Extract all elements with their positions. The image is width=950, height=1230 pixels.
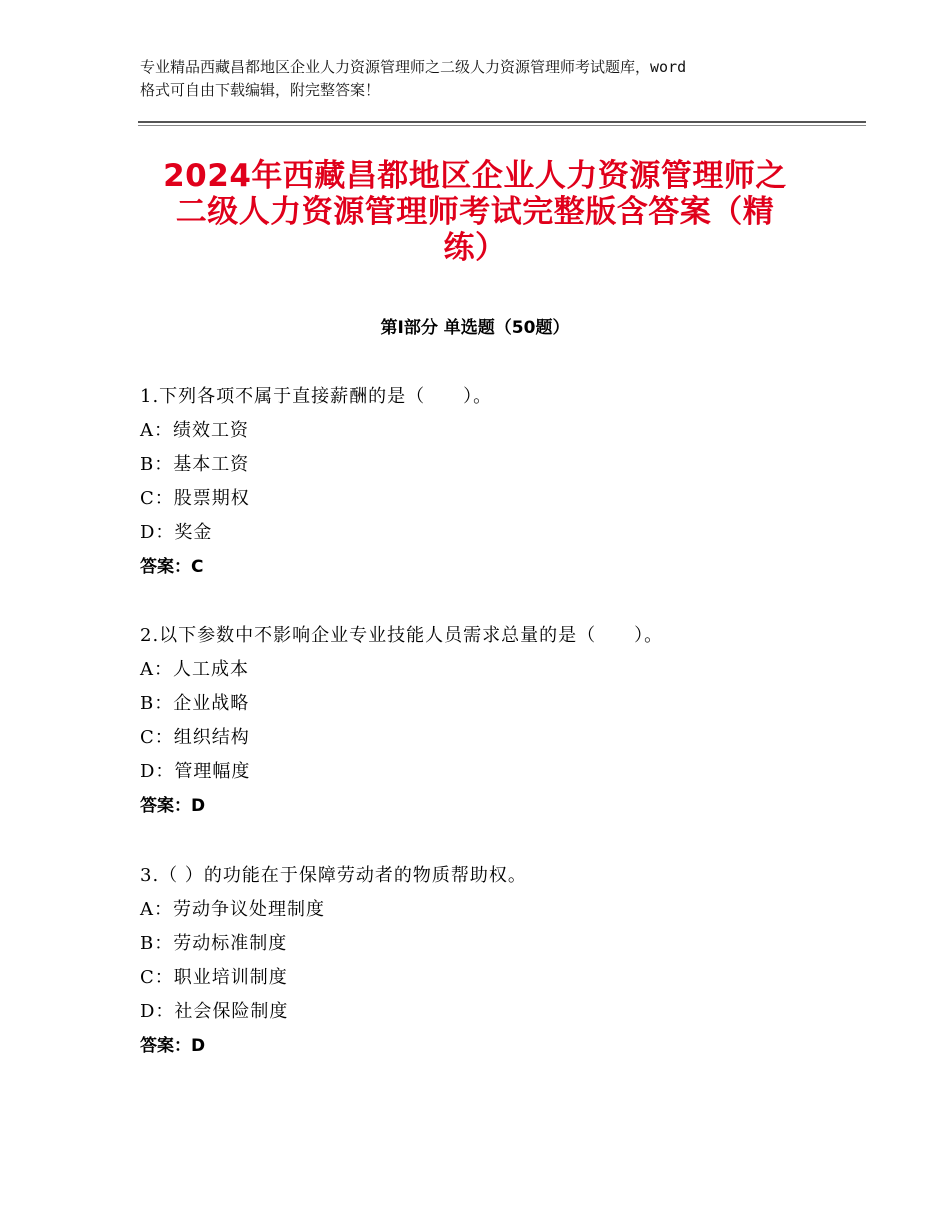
answer-line: 答案：C <box>140 557 204 577</box>
question-stem: 3.（ ）的功能在于保障劳动者的物质帮助权。 <box>140 865 527 886</box>
header-divider-thin <box>138 125 866 126</box>
option-d: D：社会保险制度 <box>140 1001 289 1022</box>
document-title-line-2: 二级人力资源管理师考试完整版含答案（精 <box>175 194 775 230</box>
option-a: A：劳动争议处理制度 <box>140 899 325 920</box>
question-stem: 2.以下参数中不影响企业专业技能人员需求总量的是（ ）。 <box>140 625 664 646</box>
document-title-line-1: 2024年西藏昌都地区企业人力资源管理师之 <box>163 158 787 194</box>
option-b: B：基本工资 <box>140 454 250 475</box>
option-a: A：绩效工资 <box>140 420 249 441</box>
document-title-line-3: 练） <box>443 230 507 266</box>
option-b: B：企业战略 <box>140 693 250 714</box>
option-d: D：奖金 <box>140 522 213 543</box>
section-heading: 第Ⅰ部分 单选题（50题） <box>380 318 570 338</box>
document-title <box>120 158 830 266</box>
header-note <box>140 56 840 102</box>
question-3 <box>140 862 860 1066</box>
option-c: C：职业培训制度 <box>140 967 288 988</box>
header-note-line-1: 专业精品西藏昌都地区企业人力资源管理师之二级人力资源管理师考试题库，word <box>140 58 687 76</box>
option-c: C：股票期权 <box>140 488 250 509</box>
answer-line: 答案：D <box>140 1036 206 1056</box>
question-stem: 1.下列各项不属于直接薪酬的是（ ）。 <box>140 386 493 407</box>
question-1 <box>140 383 860 587</box>
option-a: A：人工成本 <box>140 659 249 680</box>
option-d: D：管理幅度 <box>140 761 251 782</box>
answer-line: 答案：D <box>140 796 206 816</box>
header-note-line-2: 格式可自由下载编辑，附完整答案！ <box>140 81 381 99</box>
option-c: C：组织结构 <box>140 727 250 748</box>
header-divider <box>138 121 866 123</box>
option-b: B：劳动标准制度 <box>140 933 288 954</box>
question-2 <box>140 622 860 826</box>
